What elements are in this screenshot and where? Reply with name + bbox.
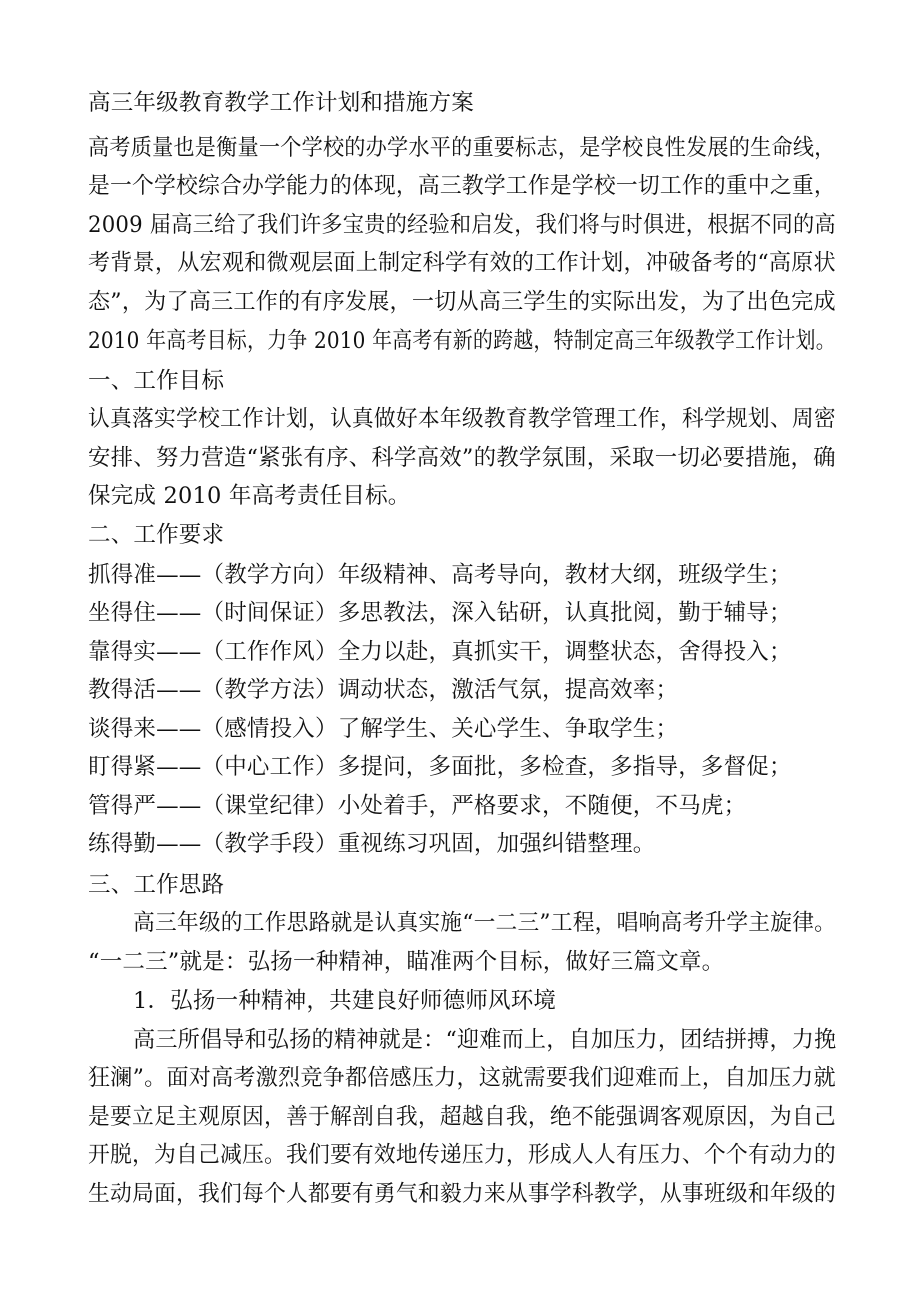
subsection-1-line-5: 生动局面，我们每个人都要有勇气和毅力来从事学科教学，从事班级和年级的 (88, 1181, 836, 1207)
requirement-item-3: 靠得实——（工作作风）全力以赴，真抓实干，调整状态，舍得投入； (88, 639, 792, 665)
requirement-item-7: 管得严——（课堂纪律）小处着手，严格要求，不随便，不马虎； (88, 793, 747, 819)
section-3-heading: 三、工作思路 (88, 872, 225, 898)
subsection-1-line-3: 是要立足主观原因，善于解剖自我，超越自我，绝不能强调客观原因，为自己 (88, 1104, 836, 1130)
intro-line-5: 态”，为了高三工作的有序发展，一切从高三学生的实际出发，为了出色完成 (88, 289, 836, 315)
document-title: 高三年级教育教学工作计划和措施方案 (88, 90, 474, 116)
subsection-1-heading: 1．弘扬一种精神，共建良好师德师风环境 (133, 988, 557, 1014)
section-1-heading: 一、工作目标 (88, 368, 225, 394)
section-3-paragraph-line-2: “一二三”就是：弘扬一种精神，瞄准两个目标，做好三篇文章。 (88, 949, 725, 975)
intro-line-6: 2010 年高考目标，力争 2010 年高考有新的跨越，特制定高三年级教学工作计划。 (88, 328, 836, 354)
intro-line-3: 2009 届高三给了我们许多宝贵的经验和启发，我们将与时俱进，根据不同的高 (88, 212, 836, 238)
section-3-paragraph-line-1: 高三年级的工作思路就是认真实施“一二三”工程，唱响高考升学主旋律。 (133, 910, 837, 936)
subsection-1-line-4: 开脱，为自己减压。我们要有效地传递压力，形成人人有压力、个个有动力的 (88, 1142, 836, 1168)
requirement-item-1: 抓得准——（教学方向）年级精神、高考导向，教材大纲，班级学生； (88, 562, 792, 588)
section-1-line-1: 认真落实学校工作计划，认真做好本年级教育教学管理工作，科学规划、周密 (88, 406, 836, 432)
requirement-item-6: 盯得紧——（中心工作）多提问，多面批，多检查，多指导，多督促； (88, 754, 792, 780)
intro-line-4: 考背景，从宏观和微观层面上制定科学有效的工作计划，冲破备考的“高原状 (88, 250, 836, 276)
section-1-line-3: 保完成 2010 年高考责任目标。 (88, 483, 411, 509)
subsection-1-line-1: 高三所倡导和弘扬的精神就是：“迎难而上，自加压力，团结拼搏，力挽 (133, 1027, 837, 1053)
subsection-1-line-2: 狂澜”。面对高考激烈竞争都倍感压力，这就需要我们迎难而上，自加压力就 (88, 1065, 836, 1091)
section-2-heading: 二、工作要求 (88, 522, 225, 548)
intro-line-2: 是一个学校综合办学能力的体现，高三教学工作是学校一切工作的重中之重， (88, 173, 836, 199)
intro-line-1: 高考质量也是衡量一个学校的办学水平的重要标志，是学校良性发展的生命线， (88, 135, 836, 161)
requirement-item-5: 谈得来——（感情投入）了解学生、关心学生、争取学生； (88, 716, 679, 742)
requirement-item-2: 坐得住——（时间保证）多思教法，深入钻研，认真批阅，勤于辅导； (88, 600, 792, 626)
requirement-item-4: 教得活——（教学方法）调动状态，激活气氛，提高效率； (88, 677, 679, 703)
section-1-line-2: 安排、努力营造“紧张有序、科学高效”的教学氛围，采取一切必要措施，确 (88, 445, 836, 471)
requirement-item-8: 练得勤——（教学手段）重视练习巩固，加强纠错整理。 (88, 831, 656, 857)
